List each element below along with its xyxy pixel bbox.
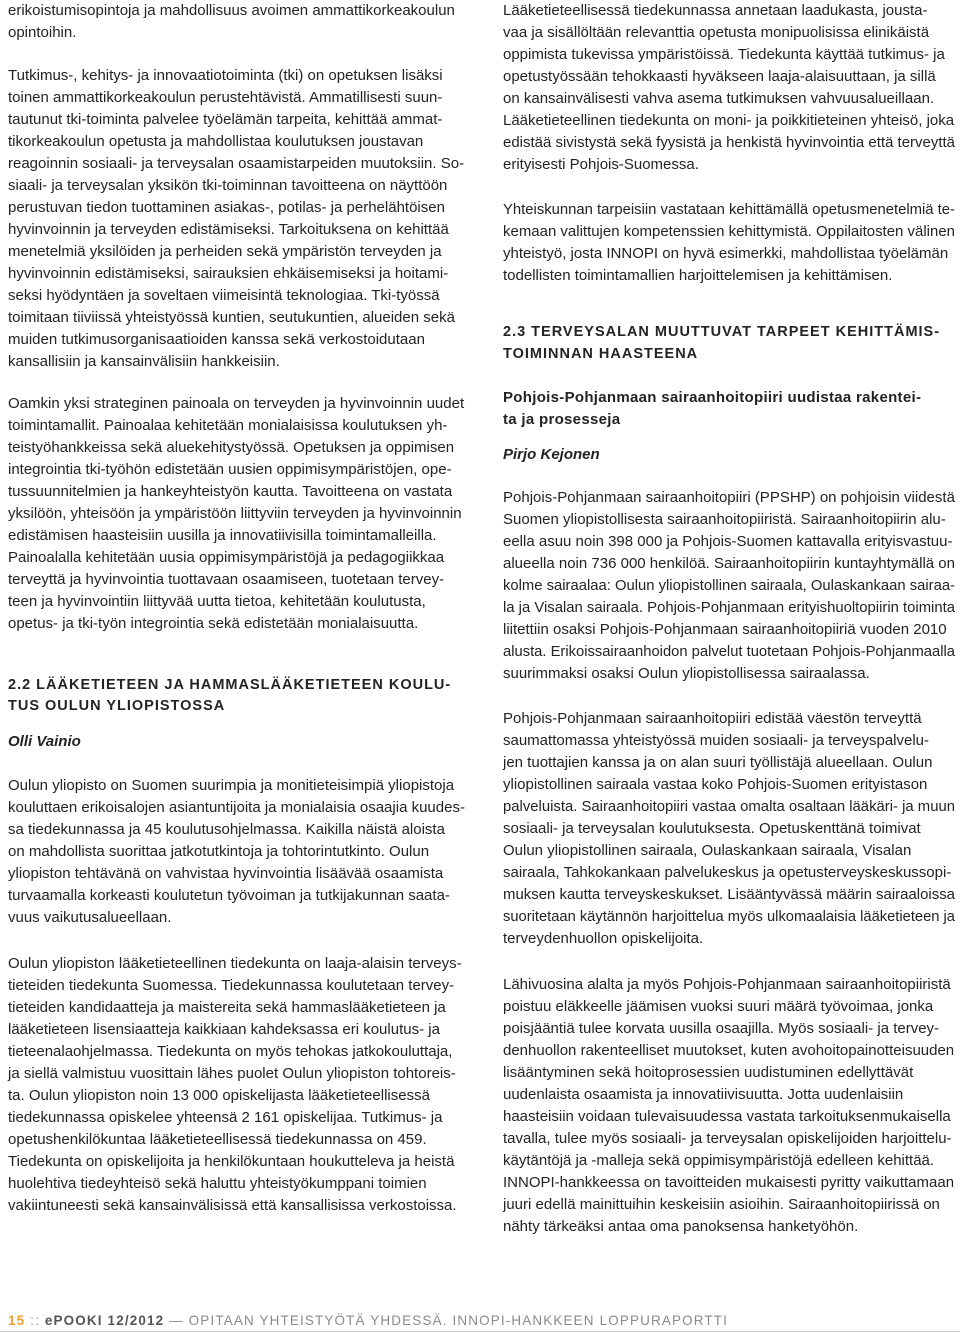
- text-line: Painoalalla kehitetään uusia oppimisympäristöjä ja pedagogiikkaa: [8, 549, 445, 566]
- text-line: tikorkeakoulun opetusta ja mahdollistaa koulutuksen joustavan: [8, 133, 424, 150]
- text-line: poistuu eläkkeelle jäämisen vuoksi suuri määrä työvoimaa, jonka: [503, 998, 934, 1015]
- text-line: tieteiden kandidaatteja ja maistereita sekä hammaslääketieteen ja: [8, 999, 446, 1016]
- text-line: perustuvan tiedon tuottaminen asiakas-, potilas- ja perhelähtöisen: [8, 199, 445, 216]
- text-line: on kansainvälisesti vahva asema tutkimuksen vahvuusalueillaan.: [503, 90, 935, 107]
- text-line: toinen ammattikorkeakoulun perustehtävistä. Ammatillisesti suun-: [8, 89, 443, 106]
- section-heading-line: TUS OULUN YLIOPISTOSSA: [8, 698, 226, 714]
- text-line: muksen kautta terveyskeskukset. Lisääntyvässä määrin sairaaloissa: [503, 886, 955, 903]
- text-line: Yhteiskunnan tarpeisiin vastataan kehittämällä opetusmenetelmiä te-: [503, 201, 955, 218]
- text-line: huolehtiva tiedeyhteisö sekä haluttu yhteistyökumppani toimien: [8, 1175, 427, 1192]
- text-line: vuus vaikutusalueellaan.: [8, 909, 172, 926]
- text-line: integrointia tki-työhön edistetään uusien oppimisympäristöjen, ope-: [8, 461, 452, 478]
- text-line: teistyöhankkeissa sekä aluekehitystyössä. Opetuksen ja oppimisen: [8, 439, 455, 456]
- text-line: käytäntöjä ja -malleja sekä oppimisympäristöjä edelleen kehittää.: [503, 1152, 935, 1169]
- text-line: saumattomassa yhteistyössä muiden sosiaali- ja terveyspalvelu-: [503, 732, 930, 749]
- text-line: kansallisiin ja kansainvälisiin hankkeisiin.: [8, 353, 280, 370]
- paragraph: [8, 775, 466, 929]
- text-line: palveluista. Sairaanhoitopiiri vastaa omalta osaltaan lääkäri- ja muun: [503, 798, 955, 815]
- text-line: Suomen yliopistollisesta sairaanhoitopiiristä. Sairaanhoitopiirin alu-: [503, 511, 946, 528]
- text-line: suurimmaksi osaksi Oulun yliopistollisessa sairaalassa.: [503, 665, 870, 682]
- text-line: Lääketieteellinen tiedekunta on moni- ja poikkitieteinen yhteisö, joka: [503, 112, 955, 129]
- text-line: siaali- ja terveysalan yksikön tki-toiminnan tavoitteena on näyttöön: [8, 177, 448, 194]
- report-title: — OPITAAN YHTEISTYÖTÄ YHDESSÄ. INNOPI-HANKKEEN LOPPURAPORTTI: [169, 1312, 728, 1328]
- text-line: on mahdollista suorittaa jatkotutkintoja ja tohtorintutkinto. Oulun: [8, 843, 430, 860]
- author-name-text: Olli Vainio: [8, 733, 81, 750]
- text-line: liitettiin osaksi Pohjois-Pohjanmaan sairaanhoitopiiriä vuoden 2010: [503, 621, 947, 638]
- text-line: uudenlaista osaamista ja innovatiivisuutta. Jotta uudenlaisiin: [503, 1086, 904, 1103]
- text-line: tautunut tki-toiminta palvelee työelämän tarpeita, kehittää ammat-: [8, 111, 443, 128]
- paragraph: [503, 199, 955, 287]
- text-line: oppimista tukevissa ympäristöissä. Tiedekunta käyttää tutkimus- ja: [503, 46, 945, 63]
- text-line: la ja Visalan sairaala. Pohjois-Pohjanmaan erityishuoltopiirin toiminta: [503, 599, 955, 616]
- text-line: lisääntyminen sekä hoitoprosessien uudistuminen edellyttävät: [503, 1064, 914, 1081]
- text-line: erityisesti Pohjois-Suomessa.: [503, 156, 699, 173]
- paragraph: [503, 708, 955, 950]
- subheading: [503, 387, 955, 431]
- text-line: ja siellä valmistuu vuosittain lähes puolet Oulun yliopiston tohtoreis-: [8, 1065, 456, 1082]
- text-line: alueella noin 736 000 henkilöä. Sairaanhoitopiirin kuntayhtymällä on: [503, 555, 955, 572]
- text-line: terveyttä ja hyvinvointia tuottavaan osaamiseen, tuotetaan tervey-: [8, 571, 445, 588]
- paragraph: [8, 0, 466, 44]
- text-line: kemaan valittujen kompetenssien kehittymistä. Oppilaitosten välinen: [503, 223, 955, 240]
- footer-line: [8, 1309, 728, 1331]
- paragraph: [8, 953, 466, 1217]
- page-footer: [8, 1309, 728, 1331]
- text-line: sairaala, Tahkokankaan palvelukeskus ja opetusterveyskeskussopi-: [503, 864, 952, 881]
- text-line: edistää sivistystä sekä fyysistä ja henkistä hyvinvointia että terveyttä: [503, 134, 955, 151]
- paragraph: [503, 0, 955, 176]
- text-line: vakiintuneesti sekä kansainvälisissä että kansallisissa verkostoissa.: [8, 1197, 457, 1214]
- text-line: yliopistollinen sairaala vastaa koko Pohjois-Suomen erityistason: [503, 776, 928, 793]
- text-line: turvaamalla korkeasti koulutetun työvoiman ja tutkijakunnan saata-: [8, 887, 450, 904]
- text-line: Oulun yliopisto on Suomen suurimpia ja monitieteisimpiä yliopistoja: [8, 777, 455, 794]
- text-line: edistämisen haasteisiin uusilla ja innovatiivisilla toimintamalleilla.: [8, 527, 437, 544]
- text-line: ta. Oulun yliopiston noin 13 000 opiskelijasta lääketieteellisessä: [8, 1087, 430, 1104]
- footer-separator: ::: [30, 1312, 40, 1328]
- text-line: Oulun yliopistollinen sairaala, Oulaskankaan sairaala, Visalan: [503, 842, 912, 859]
- text-line: hyvinvoinnin edistämiseksi, sairauksien ehkäisemiseksi ja hoitami-: [8, 265, 449, 282]
- text-line: tieteiden tiedekunta Suomessa. Tiedekunnassa koulutetaan tervey-: [8, 977, 455, 994]
- text-line: opetustyössään tehokkaasti hyväkseen laaja-alaisuuttaan, ja sillä: [503, 68, 936, 85]
- text-line: vaa ja sisällöltään relevanttia opetusta monipuolisissa elinikäistä: [503, 24, 930, 41]
- text-line: reagoinnin sosiaali- ja terveysalan osaamistarpeiden muutoksiin. So-: [8, 155, 465, 172]
- section-heading-line: TOIMINNAN HAASTEENA: [503, 346, 699, 362]
- text-line: suoritetaan käytännön harjoittelua myös ulkomaalaisia lääketieteen ja: [503, 908, 955, 925]
- text-line: toimitaan tiiviissä yhteistyössä kuntien, seutukuntien, alueiden sekä: [8, 309, 455, 326]
- text-line: Oamkin yksi strateginen painoala on terveyden ja hyvinvoinnin uudet: [8, 395, 465, 412]
- subheading-line: Pohjois-Pohjanmaan sairaanhoitopiiri uudistaa rakentei-: [503, 389, 922, 406]
- text-line: juuri edellä mainittuihin keskeisiin asioihin. Sairaanhoitopiirissä on: [503, 1196, 940, 1213]
- text-line: menetelmiä yksilöiden ja perheiden sekä ympäristön terveyden ja: [8, 243, 442, 260]
- text-line: tussuunnitelmien ja hankeyhteistyön kautta. Tavoitteena on vastata: [8, 483, 453, 500]
- section-heading: [8, 675, 466, 717]
- text-line: erikoistumisopintoja ja mahdollisuus avoimen ammattikorkeakoulun: [8, 2, 455, 19]
- text-line: yksilöön, yhteisöön ja ympäristöön liittyviin terveyden ja hyvinvoinnin: [8, 505, 462, 522]
- author-name: [503, 444, 955, 466]
- text-line: Oulun yliopiston lääketieteellinen tiedekunta on laaja-alaisin terveys-: [8, 955, 462, 972]
- text-line: sa tiedekunnassa ja 45 koulutusohjelmassa. Kaikilla näistä aloista: [8, 821, 445, 838]
- paragraph: [8, 65, 466, 373]
- text-line: INNOPI-hankkeessa on tavoitteiden mukaisesti pyritty vaikuttamaan: [503, 1174, 955, 1191]
- paragraph: [503, 974, 955, 1238]
- author-name: [8, 731, 466, 753]
- text-line: opetushenkilökuntaa lääketieteellisessä tiedekunnassa on 459.: [8, 1131, 427, 1148]
- text-line: toimintamallit. Painoalaa kehitetään monialaisissa koulutuksen yh-: [8, 417, 448, 434]
- text-line: todellisten toimintamallien harjoittelemisen ja kehittämisen.: [503, 267, 893, 284]
- text-line: Tiedekunta on opiskelijoita ja henkilökuntaan houkutteleva ja heistä: [8, 1153, 455, 1170]
- text-line: lääketieteen lisensiaatteja kaikkiaan kahdeksassa eri koulutus- ja: [8, 1021, 440, 1038]
- text-line: poisjääntiä tulee korvata uusilla osaajilla. Myös sosiaali- ja tervey-: [503, 1020, 940, 1037]
- paragraph: [503, 487, 955, 685]
- text-line: yliopiston tehtävänä on vahvistaa hyvinvointia lisäävää osaamista: [8, 865, 444, 882]
- text-line: Pohjois-Pohjanmaan sairaanhoitopiiri (PPSHP) on pohjoisin viidestä: [503, 489, 955, 506]
- text-line: Pohjois-Pohjanmaan sairaanhoitopiiri edistää väestön terveyttä: [503, 710, 922, 727]
- text-line: hyvinvoinnin ja terveyden edistämiseksi. Tarkoituksena on kehittää: [8, 221, 449, 238]
- text-line: sosiaali- ja terveysalan koulutuksesta. Opetuskenttänä toimivat: [503, 820, 921, 837]
- footer-rule: [0, 1331, 960, 1332]
- text-line: alusta. Erikoissairaanhoidon palvelut tuotetaan Pohjois-Pohjanmaalla: [503, 643, 955, 660]
- text-line: denhuollon rakenteelliset muutokset, kuten avohoitopainotteisuuden: [503, 1042, 955, 1059]
- section-heading-line: 2.2 LÄÄKETIETEEN JA HAMMASLÄÄKETIETEEN KOULU-: [8, 677, 452, 693]
- text-line: eella asuu noin 398 000 ja Pohjois-Suomen kattavalla erityisvastuu-: [503, 533, 953, 550]
- text-line: seksi hyödyntäen ja soveltaen viimeisintä teknologiaa. Tki-työssä: [8, 287, 440, 304]
- text-line: opetus- ja tki-työn integrointia sekä edistetään monialaisuutta.: [8, 615, 419, 632]
- text-line: opintoihin.: [8, 24, 77, 41]
- text-line: Lääketieteellisessä tiedekunnassa annetaan laadukasta, jousta-: [503, 2, 928, 19]
- text-line: muiden tutkimusorganisaatioiden kanssa sekä verkostoidutaan: [8, 331, 425, 348]
- text-line: jen tuottajien kanssa ja on alan suuri työllistäjä alueellaan. Oulun: [503, 754, 933, 771]
- text-line: kouluttaen erikoisalojen asiantuntijoita ja monialaisia osaajia kuudes-: [8, 799, 465, 816]
- text-line: nähty tärkeäksi antaa oma panoksensa hanketyöhön.: [503, 1218, 859, 1235]
- subheading-line: ta ja prosesseja: [503, 411, 621, 428]
- text-line: haasteisiin voidaan tulevaisuudessa vastata tarkoituksenmukaisella: [503, 1108, 951, 1125]
- text-line: Tutkimus-, kehitys- ja innovaatiotoiminta (tki) on opetuksen lisäksi: [8, 67, 443, 84]
- page-number: 15: [8, 1312, 26, 1328]
- text-line: teen ja hyvinvointiin liittyvää uutta tietoa, kehitetään koulutusta,: [8, 593, 426, 610]
- text-line: terveydenhuollon opiskelijoita.: [503, 930, 704, 947]
- text-line: yhteistyö, josta INNOPI on hyvä esimerkki, mahdollistaa työelämän: [503, 245, 949, 262]
- text-line: Lähivuosina alalta ja myös Pohjois-Pohjanmaan sairaanhoitopiiristä: [503, 976, 951, 993]
- text-line: tavalla, tulee myös sosiaali- ja terveysalan opiskelijoiden harjoittelu-: [503, 1130, 952, 1147]
- paragraph: [8, 393, 466, 635]
- section-heading-line: 2.3 TERVEYSALAN MUUTTUVAT TARPEET KEHITTÄMIS-: [503, 324, 941, 340]
- text-line: kolme sairaalaa: Oulun yliopistollinen sairaala, Oulaskankaan sairaa-: [503, 577, 955, 594]
- publication-name: ePOOKI 12/2012: [44, 1312, 165, 1328]
- text-line: tiedekunnassa opiskelee yhteensä 2 161 opiskelijaa. Tutkimus- ja: [8, 1109, 443, 1126]
- text-line: tieteenalaohjelmassa. Tiedekunta on myös tehokas jatkokouluttaja,: [8, 1043, 453, 1060]
- author-name-text: Pirjo Kejonen: [503, 446, 600, 463]
- section-heading: [503, 321, 955, 365]
